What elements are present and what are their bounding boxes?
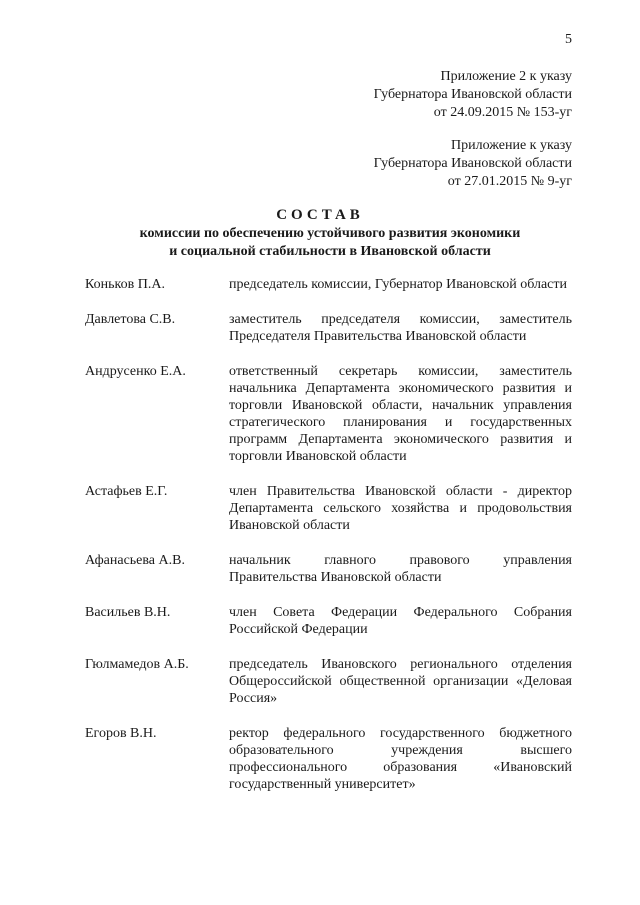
member-role: председатель комиссии, Губернатор Ивановской области: [229, 277, 567, 292]
appendix-line: Приложение 2 к указу: [440, 69, 572, 84]
document-subtitle: [80, 225, 580, 261]
member-row: [85, 311, 572, 345]
subtitle-line: комиссии по обеспечению устойчивого развития экономики: [139, 226, 521, 241]
member-name: Егоров В.Н.: [85, 726, 157, 741]
member-role: член Правительства Ивановской области - директор Департамента сельского хозяйства и продовольствия Ивановской области: [229, 484, 572, 533]
subtitle-line: и социальной стабильности в Ивановской области: [169, 244, 491, 259]
member-row: [85, 604, 572, 638]
appendix-line: от 27.01.2015 № 9-уг: [447, 174, 572, 189]
member-name: Давлетова С.В.: [85, 312, 176, 327]
member-row: [85, 276, 572, 293]
page-number: 5: [565, 32, 572, 47]
member-role: заместитель председателя комиссии, заместитель Председателя Правительства Ивановской области: [229, 312, 572, 344]
member-role: ректор федерального государственного бюджетного образовательного учреждения высшего профессионального образования «Ивановский государственный университет»: [229, 726, 572, 792]
member-role: ответственный секретарь комиссии, заместитель начальника Департамента экономического развития и торговли Ивановской области, начальник управления стратегического планирования и государственных программ Департамента экономического развития и торговли Ивановской области: [229, 364, 572, 464]
member-name: Гюлмамедов А.Б.: [85, 657, 189, 672]
member-name: Васильев В.Н.: [85, 605, 171, 620]
member-row: [85, 483, 572, 534]
member-row: [85, 552, 572, 586]
document-title: СОСТАВ: [276, 207, 364, 223]
member-role: член Совета Федерации Федерального Собрания Российской Федерации: [229, 605, 572, 637]
member-row: [85, 725, 572, 793]
member-name: Афанасьева А.В.: [85, 553, 185, 568]
member-name: Андрусенко Е.А.: [85, 364, 186, 379]
member-name: Коньков П.А.: [85, 277, 165, 292]
appendix-line: Приложение к указу: [451, 138, 572, 153]
member-row: [85, 363, 572, 465]
appendix-line: Губернатора Ивановской области: [373, 87, 572, 102]
member-role: председатель Ивановского регионального отделения Общероссийской общественной организации «Деловая Россия»: [229, 657, 572, 706]
member-name: Астафьев Е.Г.: [85, 484, 168, 499]
member-role: начальник главного правового управления Правительства Ивановской области: [229, 553, 572, 585]
member-row: [85, 656, 572, 707]
appendix-header-original: [374, 137, 572, 191]
appendix-line: от 24.09.2015 № 153-уг: [433, 105, 572, 120]
appendix-header-current: [374, 68, 572, 122]
members-list: [85, 276, 572, 811]
appendix-line: Губернатора Ивановской области: [373, 156, 572, 171]
